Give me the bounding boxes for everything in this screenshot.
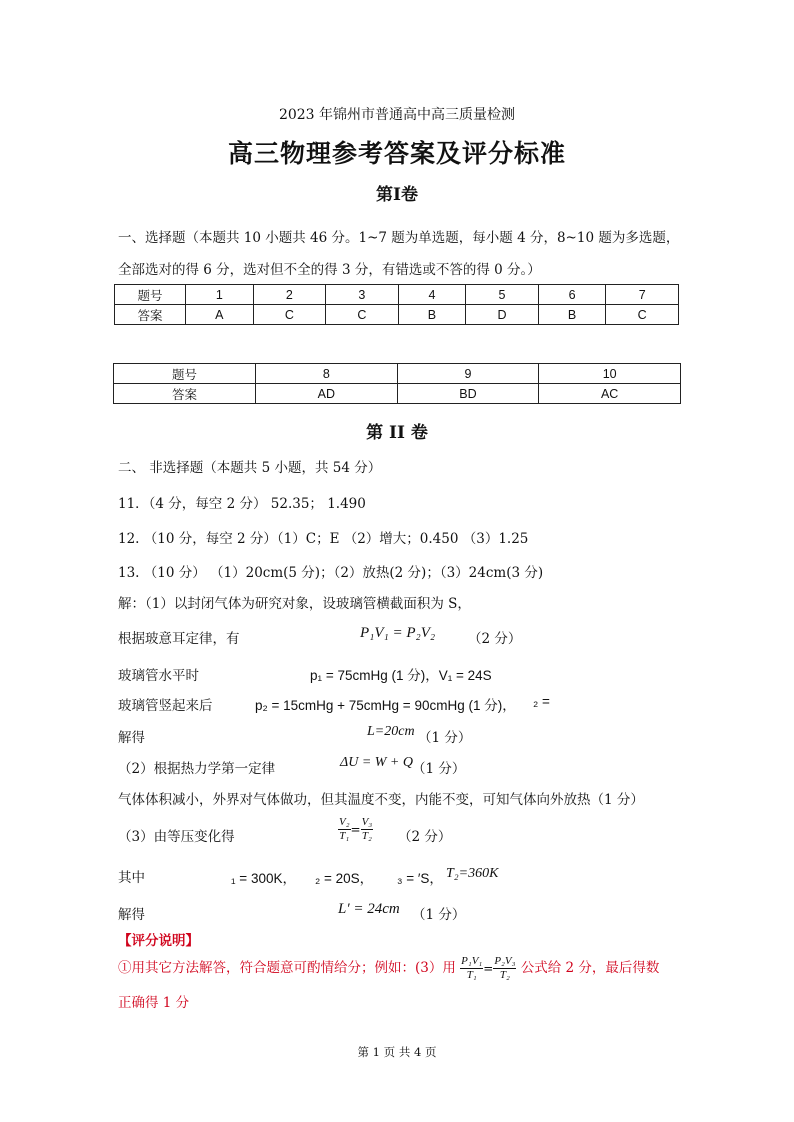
boyle-law-equation: P₁V₁ = P₂V₂ xyxy=(360,625,436,641)
table-cell: 8 xyxy=(256,364,398,384)
denominator: T₁ xyxy=(466,969,477,981)
numerator: V₃ xyxy=(361,816,373,828)
answer-table-2 xyxy=(113,363,681,404)
table-cell: D xyxy=(466,305,539,325)
where-label: 其中 xyxy=(118,870,145,886)
table-cell: 1 xyxy=(186,285,254,305)
isobaric-equation xyxy=(338,816,373,843)
denominator: T₂ xyxy=(361,830,372,842)
horizontal-label: 玻璃管水平时 xyxy=(118,668,199,684)
solution1-equation: L=20cm xyxy=(367,724,415,739)
table-row xyxy=(114,384,681,404)
table-cell: AC xyxy=(539,384,681,404)
fraction xyxy=(493,955,516,982)
table-cell: B xyxy=(538,305,606,325)
where-t1: ₁ = 300K， xyxy=(231,871,296,886)
table-cell: B xyxy=(398,305,466,325)
table-cell-label: 答案 xyxy=(114,384,256,404)
fraction xyxy=(361,816,374,843)
page-title: 高三物理参考答案及评分标准 xyxy=(227,139,566,168)
table-cell: 2 xyxy=(253,285,326,305)
table-row xyxy=(115,305,679,325)
numerator: V₂ xyxy=(339,816,350,828)
fraction xyxy=(338,816,351,843)
numerator: P₁V₁ xyxy=(461,955,483,967)
section2-heading: 二、 非选择题（本题共 5 小题，共 54 分） xyxy=(118,460,382,476)
table-cell: C xyxy=(326,305,399,325)
table-row xyxy=(114,364,681,384)
table-cell: AD xyxy=(256,384,398,404)
where-v2: ₂ = 20S， xyxy=(315,871,374,886)
solution1-points: （1 分） xyxy=(418,730,472,746)
denominator: T₂ xyxy=(499,969,510,981)
numerator: P₂V₃ xyxy=(494,955,516,967)
where-v3: ₃ = ′S， xyxy=(397,871,443,886)
table-cell: 10 xyxy=(539,364,681,384)
section1-instructions-line2: 全部选对的得 6 分，选对但不全的得 3 分，有错选或不答的得 0 分。） xyxy=(118,262,541,278)
table-cell: 6 xyxy=(538,285,606,305)
page-footer: 第 1 页 共 4 页 xyxy=(357,1045,437,1059)
gas-explanation: 气体体积减小，外界对气体做功，但其温度不变，内能不变，可知气体向外放热（1 分） xyxy=(118,792,644,808)
table-cell: 4 xyxy=(398,285,466,305)
table-cell: 3 xyxy=(326,285,399,305)
fraction xyxy=(460,955,483,982)
part2-points: （1 分） xyxy=(412,761,466,777)
table-cell: 9 xyxy=(397,364,539,384)
first-law-equation: ΔU = W + Q xyxy=(340,755,413,770)
solution3-points: （1 分） xyxy=(412,907,466,923)
equals-sign: = xyxy=(350,822,361,837)
table-row xyxy=(115,285,679,305)
vertical-equation: p₂ = 15cmHg + 75cmHg = 90cmHg (1 分)， xyxy=(255,698,516,713)
table-cell: BD xyxy=(397,384,539,404)
scoring-note-line1 xyxy=(118,955,659,982)
q11-answer: 11．（4 分，每空 2 分） 52.35； 1.490 xyxy=(118,496,366,512)
horizontal-equation: p₁ = 75cmHg (1 分)，V₁ = 24S xyxy=(310,668,492,683)
volume-one-heading: 第Ⅰ卷 xyxy=(376,185,418,205)
scoring-note-line2: 正确得 1 分 xyxy=(118,995,190,1011)
scoring-note-text-b: 公式给 2 分，最后得数 xyxy=(520,960,660,976)
denominator: T₁ xyxy=(339,830,350,842)
exam-subtitle: 2023 年锦州市普通高中高三质量检测 xyxy=(278,107,516,123)
table-cell: A xyxy=(186,305,254,325)
solution3-label: 解得 xyxy=(118,907,145,923)
answer-table-1 xyxy=(114,284,679,325)
solution3-equation: L′ = 24cm xyxy=(338,901,400,917)
table-cell: C xyxy=(253,305,326,325)
table-cell-label: 答案 xyxy=(115,305,186,325)
solution1-label: 解得 xyxy=(118,730,145,746)
section1-instructions-line1: 一、选择题（本题共 10 小题共 46 分。1~7 题为单选题，每小题 4 分，8~10 题为多选题， xyxy=(118,230,680,246)
scoring-note-heading: 【评分说明】 xyxy=(118,933,199,949)
part2-label: （2）根据热力学第一定律 xyxy=(118,761,276,777)
q13-answer: 13. （10 分） （1）20cm(5 分)；（2）放热(2 分)；（3）24cm(3 分) xyxy=(118,565,544,581)
boyle-law-label: 根据玻意耳定律，有 xyxy=(118,631,240,647)
equals-sign: = xyxy=(483,961,494,976)
where-t2: T₂=360K xyxy=(446,866,499,881)
table-cell-label: 题号 xyxy=(114,364,256,384)
solution-intro: 解：（1）以封闭气体为研究对象，设玻璃管横截面积为 S， xyxy=(118,596,471,612)
boyle-law-points: （2 分） xyxy=(468,631,522,647)
vertical-equation-tail: ₂ = xyxy=(533,694,550,709)
scoring-note-text-a: ①用其它方法解答，符合题意可酌情给分；例如：(3）用 xyxy=(118,960,456,976)
table-cell: 5 xyxy=(466,285,539,305)
part3-points: （2 分） xyxy=(398,829,452,845)
table-cell: 7 xyxy=(606,285,679,305)
table-cell-label: 题号 xyxy=(115,285,186,305)
table-cell: C xyxy=(606,305,679,325)
part3-label: （3）由等压变化得 xyxy=(118,829,235,845)
volume-two-heading: 第 II 卷 xyxy=(366,423,428,443)
vertical-label: 玻璃管竖起来后 xyxy=(118,698,213,714)
q12-answer: 12. （10 分，每空 2 分）（1）C；E （2）增大；0.450 （3）1.25 xyxy=(118,531,529,547)
